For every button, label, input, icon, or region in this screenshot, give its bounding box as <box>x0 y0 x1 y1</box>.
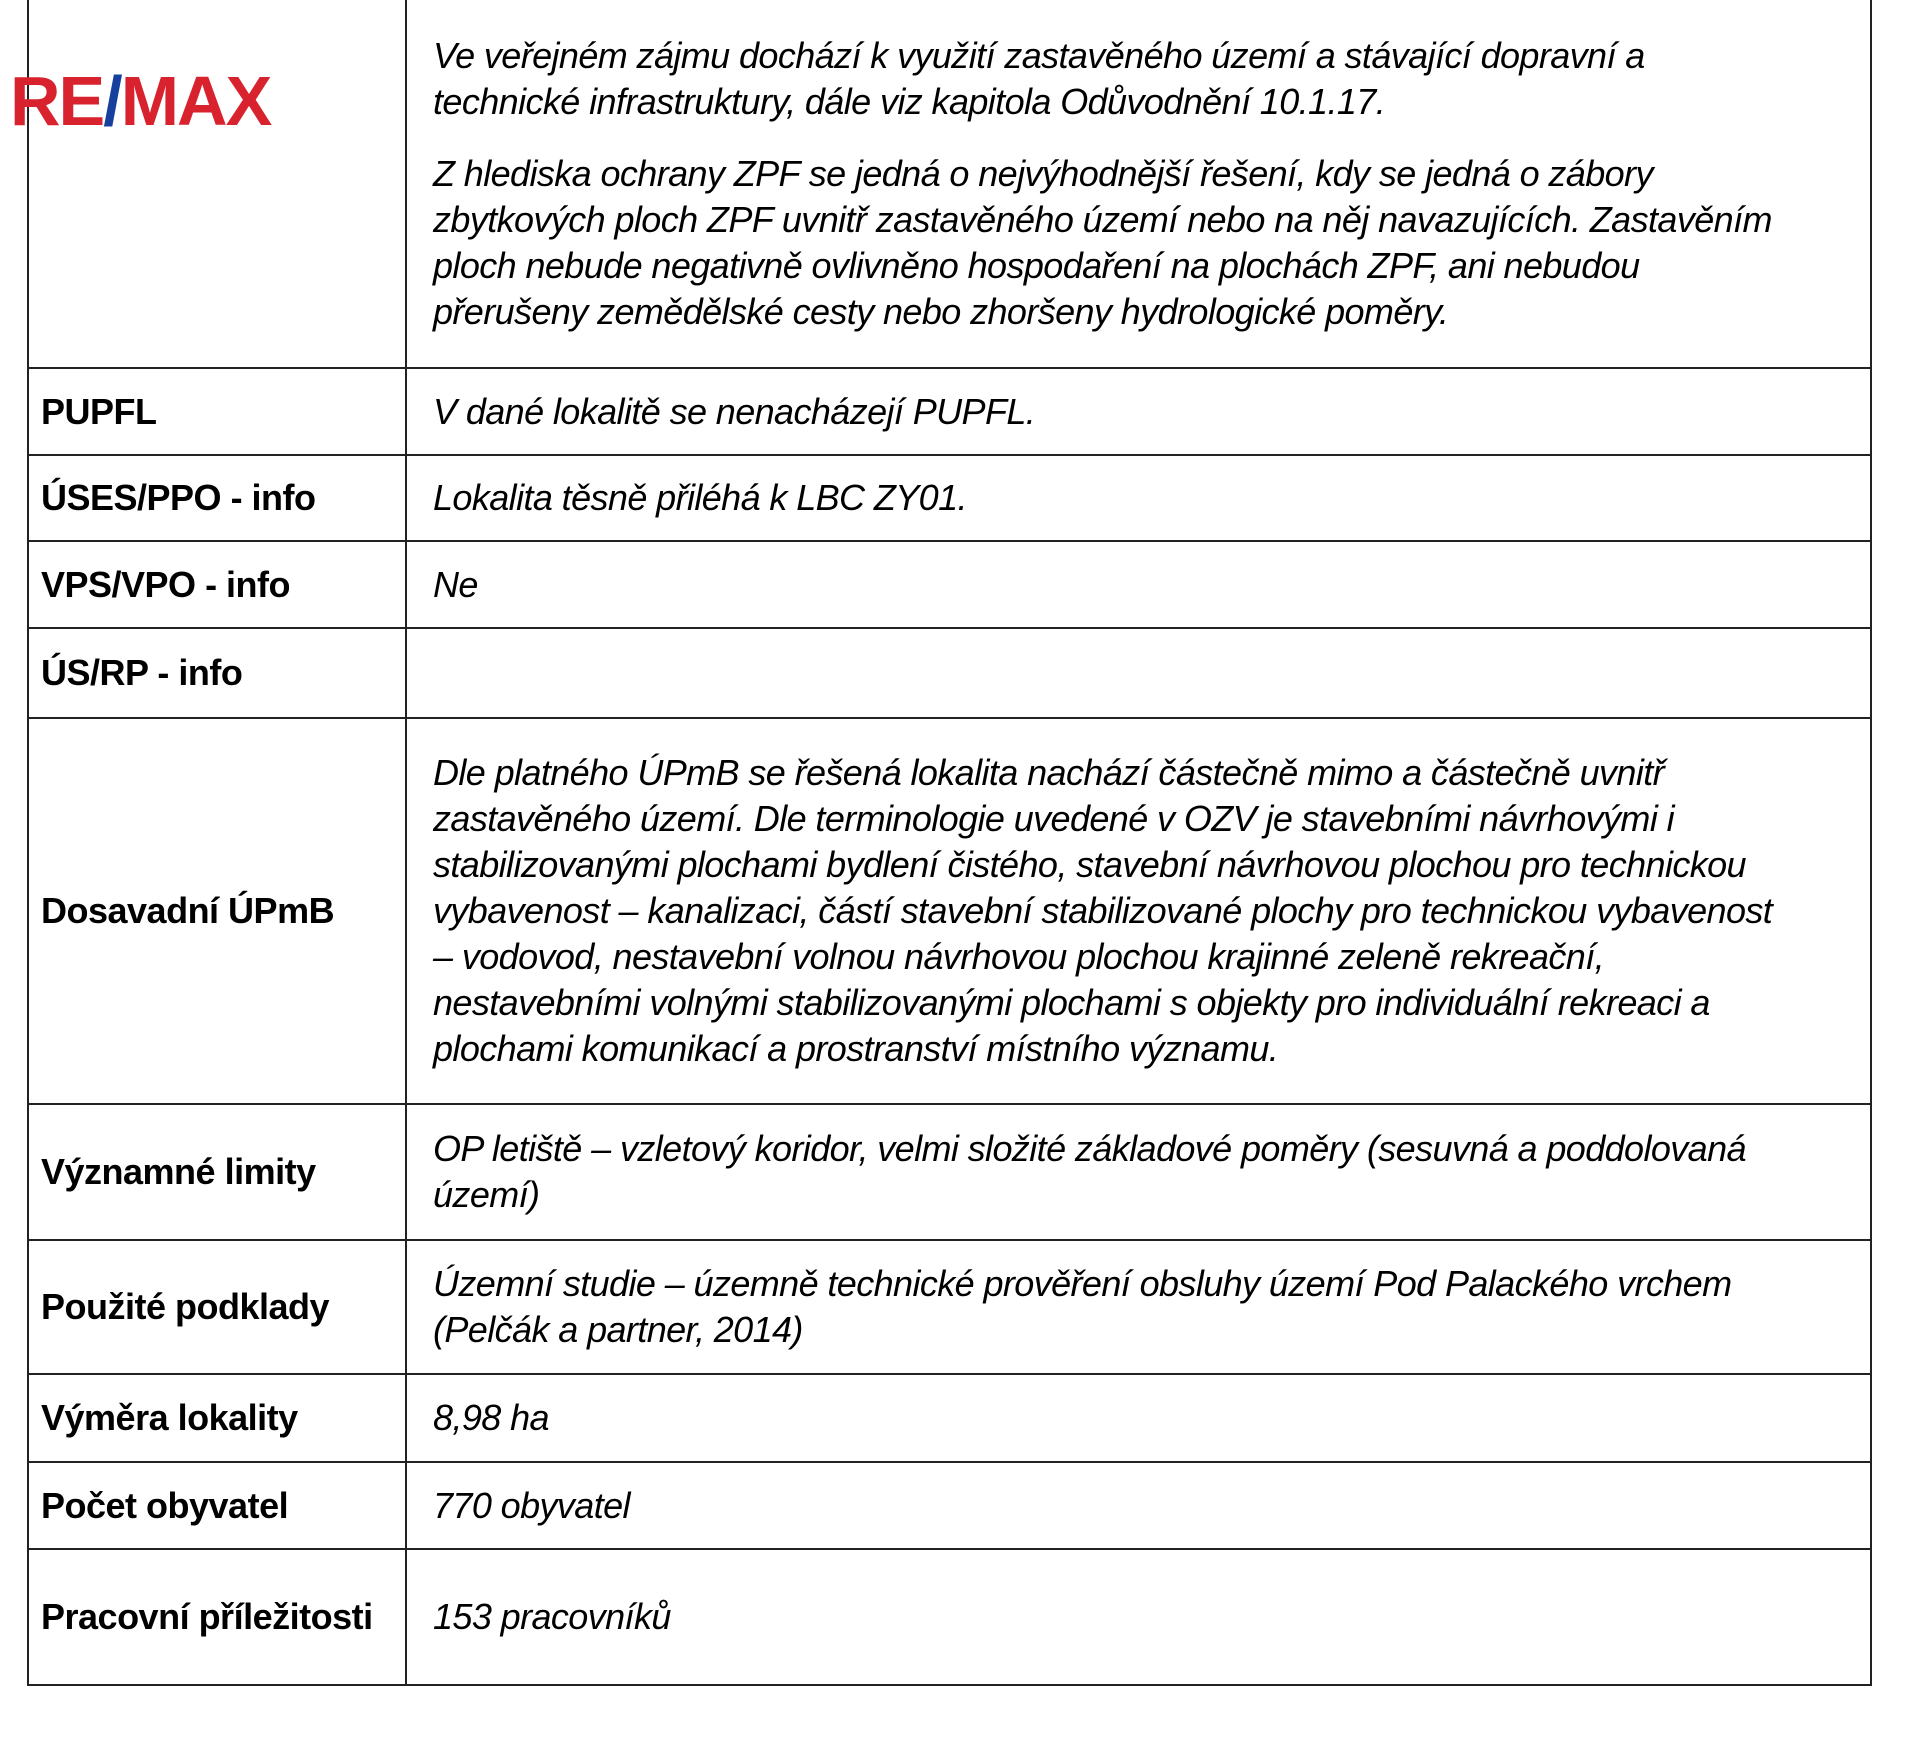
row-label: Dosavadní ÚPmB <box>28 718 406 1104</box>
row-value <box>406 541 1871 628</box>
row-paragraph: OP letiště – vzletový koridor, velmi složité základové poměry (sesuvná a poddolovaná území) <box>433 1128 1746 1215</box>
row-paragraph: Ne <box>433 563 478 605</box>
row-value <box>406 1374 1871 1462</box>
table-row <box>28 1462 1871 1549</box>
remax-logo <box>10 62 271 140</box>
row-paragraph: Ve veřejném zájmu dochází k využití zastavěného území a stávající dopravní a technické infrastruktury, dále viz kapitola Odůvodnění 10.1.17. <box>433 34 1645 122</box>
row-paragraph: Lokalita těsně přiléhá k LBC ZY01. <box>433 477 967 518</box>
row-paragraph: V dané lokalitě se nenacházejí PUPFL. <box>433 390 1036 432</box>
row-paragraph: 153 pracovníků <box>433 1596 671 1637</box>
row-value <box>406 368 1871 455</box>
table-row <box>28 541 1871 628</box>
table-row <box>28 628 1871 718</box>
row-label: Významné limity <box>28 1104 406 1240</box>
logo-slash: / <box>103 62 121 140</box>
row-paragraph: Dle platného ÚPmB se řešená lokalita nachází částečně mimo a částečně uvnitř zastavěného území. Dle terminologie uvedené v OZV je stavebními návrhovými i stabilizovanými plochami bydlení čistého, stavební návrhovou plochou pro technickou vybavenost – kanalizaci, částí stavební stabilizované plochy pro technickou vybavenost – vodovod, nestavební volnou návrhovou plochou krajinné zeleně rekreační, nestavebními volnými stabilizovanými plochami s objekty pro individuální rekreaci a plochami komunikací a prostranství místního významu. <box>433 752 1773 1069</box>
row-paragraph: 8,98 ha <box>433 1397 549 1438</box>
row-label: Použité podklady <box>28 1240 406 1374</box>
table-row <box>28 368 1871 455</box>
row-value <box>406 1104 1871 1240</box>
planning-info-table <box>27 0 1872 1686</box>
table-row <box>28 455 1871 541</box>
row-value <box>406 718 1871 1104</box>
table-row <box>28 1549 1871 1685</box>
row-paragraph: Územní studie – územně technické prověření obsluhy území Pod Palackého vrchem (Pelčák a partner, 2014) <box>433 1263 1732 1350</box>
row-value <box>406 1462 1871 1549</box>
row-label: Počet obyvatel <box>28 1462 406 1549</box>
table-row <box>28 0 1871 368</box>
row-label <box>28 0 406 368</box>
table-row <box>28 1374 1871 1462</box>
row-label: Výměra lokality <box>28 1374 406 1462</box>
row-paragraph: Z hlediska ochrany ZPF se jedná o nejvýhodnější řešení, kdy se jedná o zábory zbytkových ploch ZPF uvnitř zastavěného území nebo na něj navazujících. Zastavěním ploch nebude negativně ovlivněno hospodaření na plochách ZPF, ani nebudou přerušeny zemědělské cesty nebo zhoršeny hydrologické poměry. <box>433 152 1772 332</box>
table-body <box>28 0 1871 1685</box>
row-label: ÚSES/PPO - info <box>28 455 406 541</box>
row-value <box>406 455 1871 541</box>
row-value <box>406 0 1871 368</box>
row-value <box>406 1240 1871 1374</box>
table-row <box>28 1104 1871 1240</box>
table-row <box>28 1240 1871 1374</box>
row-label: PUPFL <box>28 368 406 455</box>
row-label: VPS/VPO - info <box>28 541 406 628</box>
row-value <box>406 628 1871 718</box>
row-paragraph: 770 obyvatel <box>433 1484 630 1526</box>
logo-text-re: RE <box>10 62 104 140</box>
table-row <box>28 718 1871 1104</box>
row-label: Pracovní příležitosti <box>28 1549 406 1685</box>
row-value <box>406 1549 1871 1685</box>
planning-table-wrap <box>27 0 1872 1686</box>
logo-text-max: MAX <box>120 62 271 140</box>
row-label: ÚS/RP - info <box>28 628 406 718</box>
